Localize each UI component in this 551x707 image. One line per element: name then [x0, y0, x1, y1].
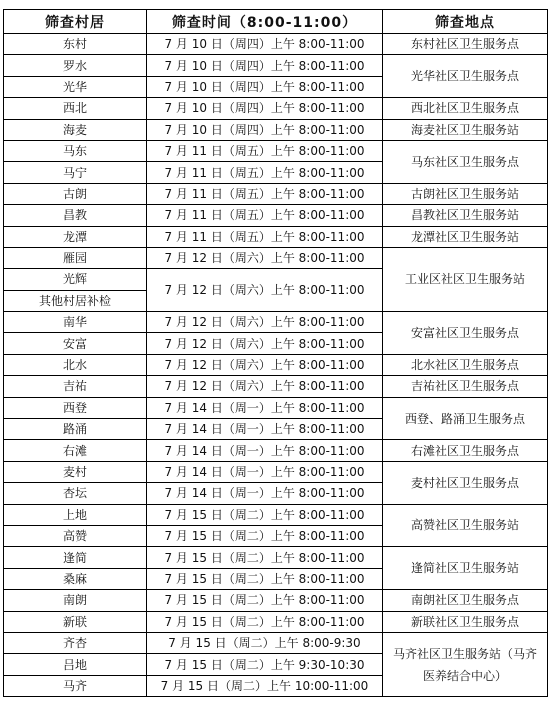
village-cell: 马东: [4, 140, 147, 161]
table-header-row: [4, 10, 548, 34]
village-cell: 南华: [4, 312, 147, 333]
village-cell: 路涌: [4, 419, 147, 440]
place-cell: 新联社区卫生服务点: [383, 611, 548, 632]
place-cell: 南朗社区卫生服务点: [383, 590, 548, 611]
time-cell: 7 月 10 日（周四）上午 8:00-11:00: [147, 55, 383, 76]
table-row: [4, 140, 548, 161]
village-cell: 马齐: [4, 675, 147, 696]
time-cell: 7 月 14 日（周一）上午 8:00-11:00: [147, 483, 383, 504]
village-cell: 龙潭: [4, 226, 147, 247]
village-cell: 高赞: [4, 525, 147, 546]
place-cell: 右滩社区卫生服务点: [383, 440, 548, 461]
table-row: [4, 98, 548, 119]
time-cell: 7 月 10 日（周四）上午 8:00-11:00: [147, 76, 383, 97]
village-cell: 逢简: [4, 547, 147, 568]
time-cell: 7 月 15 日（周二）上午 9:30-10:30: [147, 654, 383, 675]
village-cell: 杏坛: [4, 483, 147, 504]
time-cell: 7 月 10 日（周四）上午 8:00-11:00: [147, 98, 383, 119]
village-cell: 光华: [4, 76, 147, 97]
time-cell: 7 月 11 日（周五）上午 8:00-11:00: [147, 162, 383, 183]
village-cell: 吕地: [4, 654, 147, 675]
table-row: [4, 226, 548, 247]
time-cell: 7 月 12 日（周六）上午 8:00-11:00: [147, 312, 383, 333]
village-cell: 古朗: [4, 183, 147, 204]
time-cell: 7 月 12 日（周六）上午 8:00-11:00: [147, 333, 383, 354]
time-cell: 7 月 15 日（周二）上午 10:00-11:00: [147, 675, 383, 696]
table-row: [4, 312, 548, 333]
village-cell: 安富: [4, 333, 147, 354]
place-cell: 工业区社区卫生服务站: [383, 247, 548, 311]
table-row: [4, 547, 548, 568]
village-cell: 其他村居补检: [4, 290, 147, 311]
time-cell: 7 月 14 日（周一）上午 8:00-11:00: [147, 397, 383, 418]
time-cell: 7 月 11 日（周五）上午 8:00-11:00: [147, 205, 383, 226]
time-cell: 7 月 10 日（周四）上午 8:00-11:00: [147, 119, 383, 140]
header-place: 筛查地点: [383, 10, 548, 34]
place-cell: 海麦社区卫生服务站: [383, 119, 548, 140]
village-cell: 上地: [4, 504, 147, 525]
table-row: [4, 376, 548, 397]
table-row: [4, 611, 548, 632]
village-cell: 新联: [4, 611, 147, 632]
time-cell: 7 月 14 日（周一）上午 8:00-11:00: [147, 419, 383, 440]
village-cell: 雁园: [4, 247, 147, 268]
table-row: [4, 590, 548, 611]
village-cell: 齐杏: [4, 632, 147, 653]
village-cell: 马宁: [4, 162, 147, 183]
time-cell: 7 月 15 日（周二）上午 8:00-11:00: [147, 611, 383, 632]
place-cell: 北水社区卫生服务点: [383, 354, 548, 375]
time-cell: 7 月 12 日（周六）上午 8:00-11:00: [147, 269, 383, 312]
table-row: [4, 183, 548, 204]
time-cell: 7 月 15 日（周二）上午 8:00-11:00: [147, 504, 383, 525]
place-cell: 高赞社区卫生服务站: [383, 504, 548, 547]
header-village: 筛查村居: [4, 10, 147, 34]
place-cell: 龙潭社区卫生服务站: [383, 226, 548, 247]
place-cell: 麦村社区卫生服务点: [383, 461, 548, 504]
place-cell: 东村社区卫生服务点: [383, 34, 548, 55]
time-cell: 7 月 15 日（周二）上午 8:00-11:00: [147, 568, 383, 589]
table-row: [4, 397, 548, 418]
village-cell: 西登: [4, 397, 147, 418]
time-cell: 7 月 15 日（周二）上午 8:00-9:30: [147, 632, 383, 653]
time-cell: 7 月 14 日（周一）上午 8:00-11:00: [147, 440, 383, 461]
table-row: [4, 205, 548, 226]
place-cell: 昌教社区卫生服务站: [383, 205, 548, 226]
time-cell: 7 月 15 日（周二）上午 8:00-11:00: [147, 590, 383, 611]
time-cell: 7 月 15 日（周二）上午 8:00-11:00: [147, 525, 383, 546]
place-cell: 光华社区卫生服务点: [383, 55, 548, 98]
place-cell: 西北社区卫生服务点: [383, 98, 548, 119]
table-row: [4, 55, 548, 76]
table-row: [4, 504, 548, 525]
time-cell: 7 月 11 日（周五）上午 8:00-11:00: [147, 140, 383, 161]
place-cell: 安富社区卫生服务点: [383, 312, 548, 355]
table-row: [4, 34, 548, 55]
village-cell: 昌教: [4, 205, 147, 226]
time-cell: 7 月 12 日（周六）上午 8:00-11:00: [147, 376, 383, 397]
table-row: [4, 119, 548, 140]
table-row: [4, 354, 548, 375]
village-cell: 右滩: [4, 440, 147, 461]
village-cell: 桑麻: [4, 568, 147, 589]
time-cell: 7 月 10 日（周四）上午 8:00-11:00: [147, 34, 383, 55]
village-cell: 罗水: [4, 55, 147, 76]
table-row: [4, 247, 548, 268]
village-cell: 光辉: [4, 269, 147, 290]
time-cell: 7 月 12 日（周六）上午 8:00-11:00: [147, 247, 383, 268]
place-cell: 马东社区卫生服务点: [383, 140, 548, 183]
village-cell: 北水: [4, 354, 147, 375]
time-cell: 7 月 11 日（周五）上午 8:00-11:00: [147, 226, 383, 247]
village-cell: 吉祐: [4, 376, 147, 397]
header-time: 筛查时间（8:00-11:00）: [147, 10, 383, 34]
place-cell: 西登、路涌卫生服务点: [383, 397, 548, 440]
place-cell: 吉祐社区卫生服务点: [383, 376, 548, 397]
place-cell: 逢简社区卫生服务站: [383, 547, 548, 590]
time-cell: 7 月 12 日（周六）上午 8:00-11:00: [147, 354, 383, 375]
village-cell: 南朗: [4, 590, 147, 611]
table-row: [4, 632, 548, 653]
place-cell: 古朗社区卫生服务站: [383, 183, 548, 204]
time-cell: 7 月 15 日（周二）上午 8:00-11:00: [147, 547, 383, 568]
village-cell: 麦村: [4, 461, 147, 482]
table-row: [4, 461, 548, 482]
village-cell: 海麦: [4, 119, 147, 140]
village-cell: 东村: [4, 34, 147, 55]
screening-schedule-table: [3, 9, 548, 697]
time-cell: 7 月 14 日（周一）上午 8:00-11:00: [147, 461, 383, 482]
table-row: [4, 440, 548, 461]
place-cell: 马齐社区卫生服务站（马齐医养结合中心）: [383, 632, 548, 696]
time-cell: 7 月 11 日（周五）上午 8:00-11:00: [147, 183, 383, 204]
village-cell: 西北: [4, 98, 147, 119]
